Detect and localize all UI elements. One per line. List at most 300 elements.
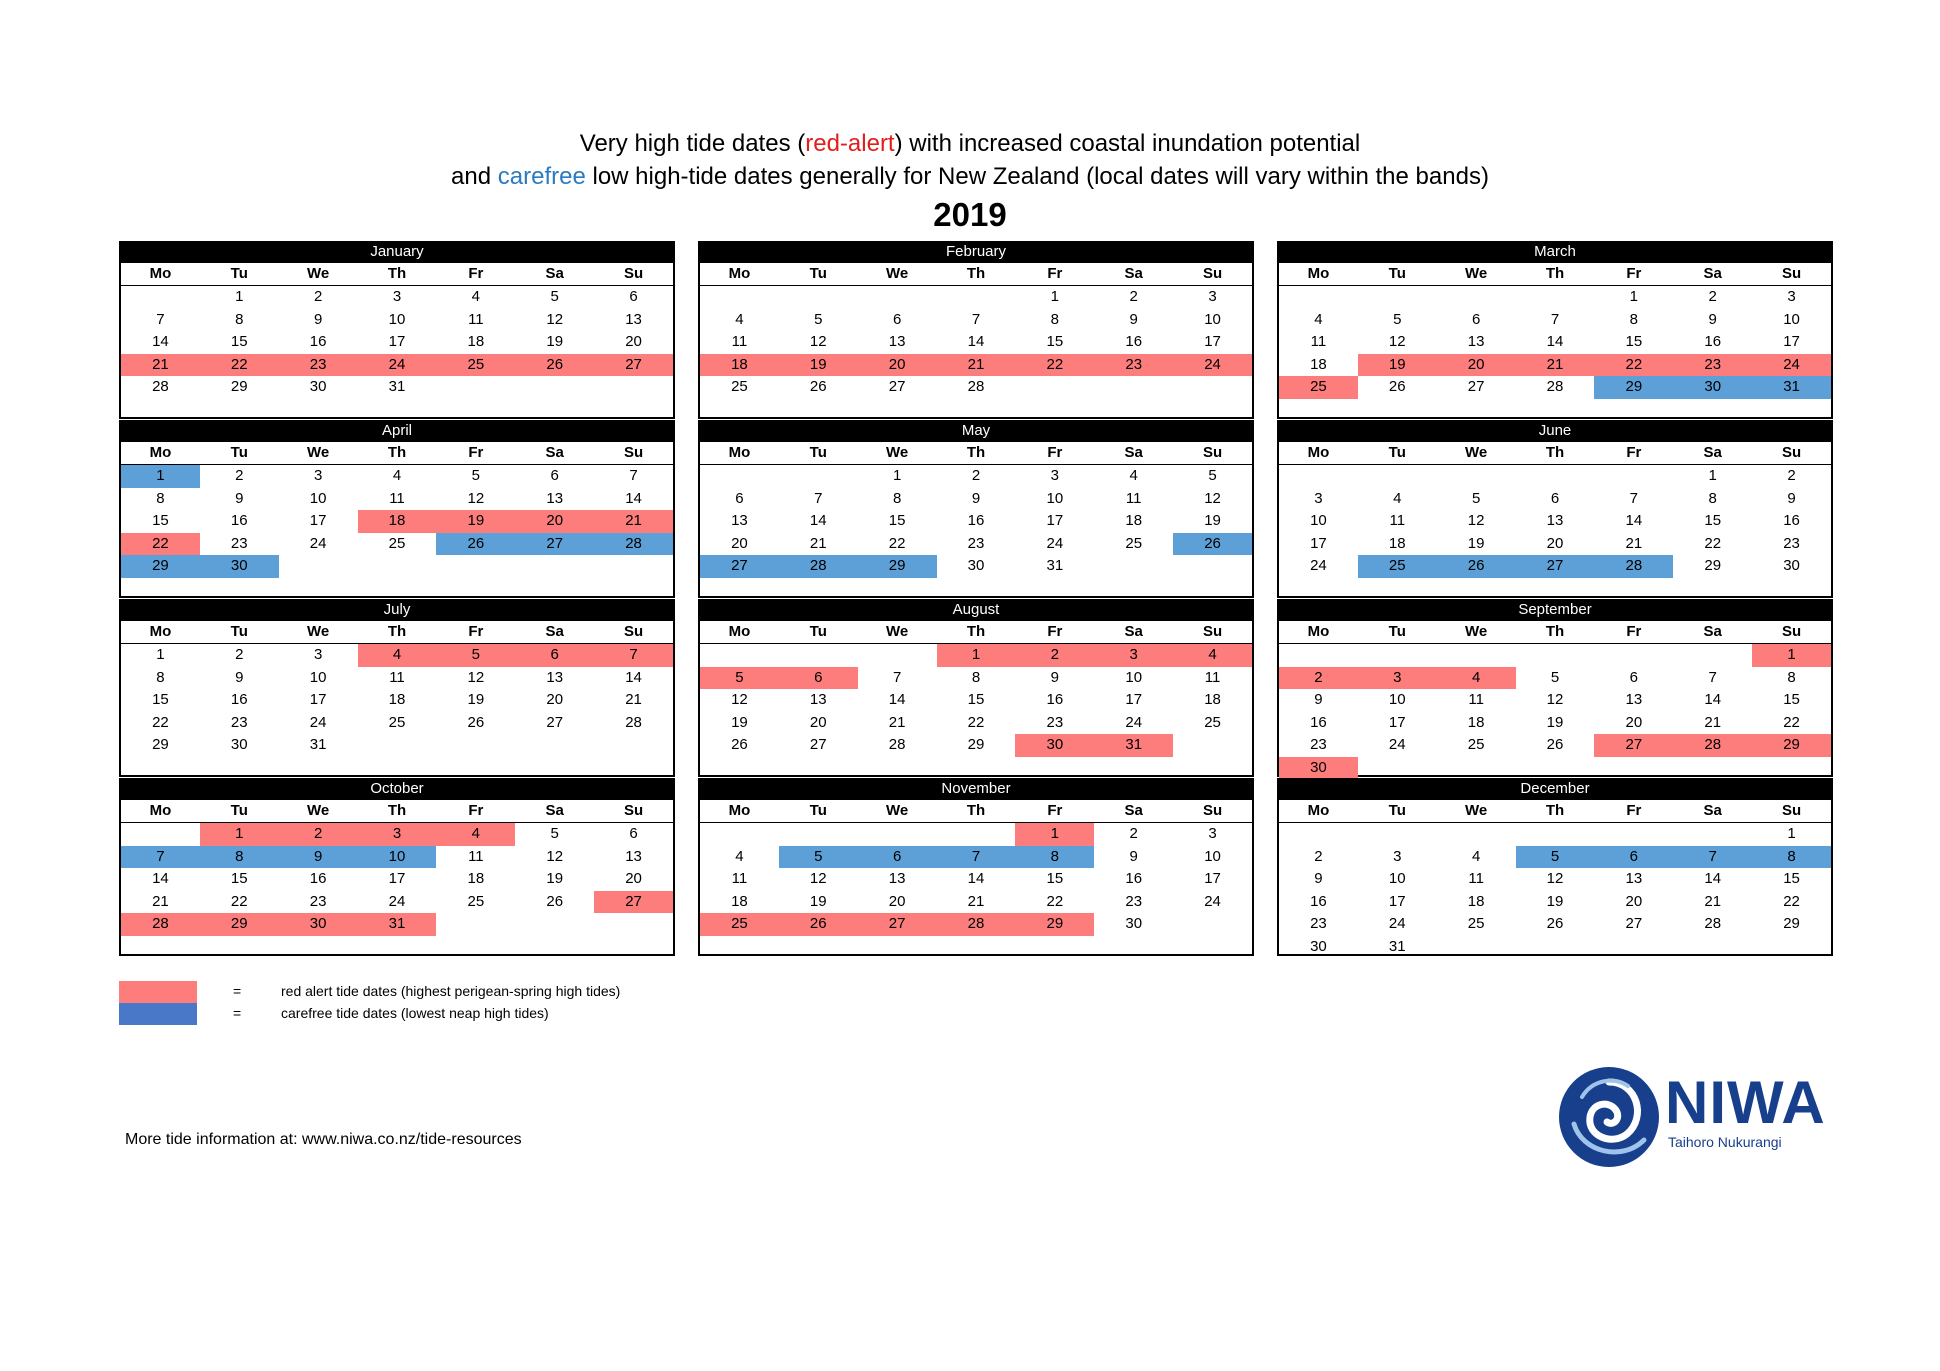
day-cell: 11 bbox=[468, 310, 484, 328]
day-cell: 19 bbox=[779, 354, 858, 377]
day-cell: 23 bbox=[1125, 892, 1143, 910]
day-cell: 5 bbox=[1393, 310, 1402, 328]
day-cell: 8 bbox=[1708, 489, 1717, 507]
day-cell: 20 bbox=[809, 713, 827, 731]
day-cell: 26 bbox=[731, 736, 748, 753]
day-cell: 16 bbox=[967, 512, 985, 529]
day-cell: 21 bbox=[625, 691, 642, 708]
day-cell: 20 bbox=[1437, 354, 1516, 377]
weekday-label: Sa bbox=[1703, 802, 1722, 819]
weekday-label: Su bbox=[623, 265, 644, 282]
day-cell: 15 bbox=[967, 691, 985, 708]
day-cell: 4 bbox=[358, 644, 437, 667]
day-cell: 13 bbox=[1625, 870, 1643, 887]
day-cell: 20 bbox=[546, 691, 564, 708]
days-grid bbox=[700, 822, 1252, 936]
day-cell: 5 bbox=[471, 467, 481, 484]
day-cell: 30 bbox=[1279, 757, 1358, 780]
legend-red-equals: = bbox=[233, 983, 242, 999]
day-empty bbox=[700, 465, 779, 488]
day-cell: 24 bbox=[1046, 534, 1064, 552]
weekday-label: Su bbox=[1202, 265, 1223, 282]
day-cell: 30 bbox=[230, 736, 248, 753]
day-cell: 11 bbox=[731, 333, 748, 350]
day-cell: 2 bbox=[1129, 825, 1138, 842]
day-cell: 3 bbox=[1393, 847, 1402, 865]
weekday-label: Fr bbox=[468, 444, 484, 461]
day-empty bbox=[1358, 465, 1437, 488]
day-empty bbox=[121, 286, 200, 309]
month-november bbox=[698, 778, 1254, 956]
day-empty bbox=[1516, 286, 1595, 309]
day-cell: 12 bbox=[467, 489, 485, 507]
weekday-label: Tu bbox=[1388, 802, 1406, 819]
day-cell: 18 bbox=[358, 510, 437, 533]
weekday-label: Tu bbox=[809, 802, 827, 819]
day-cell: 30 bbox=[200, 555, 279, 578]
day-empty bbox=[1279, 644, 1358, 667]
day-empty bbox=[1279, 286, 1358, 309]
legend-red-swatch bbox=[119, 981, 197, 1003]
day-cell: 9 bbox=[1129, 847, 1138, 865]
day-empty bbox=[1358, 644, 1437, 667]
day-cell: 12 bbox=[546, 310, 564, 328]
day-cell: 7 bbox=[892, 668, 902, 686]
day-cell: 23 bbox=[309, 892, 327, 910]
day-cell: 30 bbox=[1125, 915, 1143, 932]
day-cell: 1 bbox=[937, 644, 1016, 667]
weekday-label: We bbox=[886, 623, 909, 640]
day-cell: 1 bbox=[235, 288, 244, 305]
day-cell: 13 bbox=[1546, 512, 1564, 529]
day-cell: 30 bbox=[309, 378, 327, 395]
weekday-label: We bbox=[307, 265, 330, 282]
weekday-label: Th bbox=[1545, 265, 1565, 282]
day-cell: 24 bbox=[1204, 892, 1221, 910]
month-october bbox=[119, 778, 675, 956]
day-empty bbox=[858, 286, 937, 309]
weekday-label: We bbox=[307, 623, 330, 640]
day-cell: 12 bbox=[731, 691, 748, 708]
day-cell: 14 bbox=[152, 870, 169, 887]
day-cell: 16 bbox=[1704, 333, 1722, 350]
day-cell: 30 bbox=[1310, 937, 1327, 955]
day-cell: 6 bbox=[550, 467, 559, 484]
weekday-header bbox=[1279, 442, 1831, 464]
weekday-label: Mo bbox=[728, 444, 751, 461]
day-cell: 30 bbox=[1015, 734, 1094, 757]
day-cell: 6 bbox=[629, 288, 638, 305]
day-cell: 10 bbox=[1310, 512, 1327, 529]
day-cell: 2 bbox=[235, 646, 244, 663]
day-empty bbox=[858, 823, 937, 846]
day-cell: 14 bbox=[625, 489, 642, 507]
day-cell: 9 bbox=[279, 846, 358, 869]
month-january bbox=[119, 241, 675, 419]
weekday-label: Mo bbox=[728, 802, 751, 819]
weekday-label: Th bbox=[387, 265, 407, 282]
day-cell: 27 bbox=[594, 354, 673, 377]
day-cell: 13 bbox=[625, 847, 642, 865]
day-cell: 13 bbox=[1467, 333, 1485, 350]
title-line-2 bbox=[0, 163, 1940, 191]
day-cell: 2 bbox=[279, 823, 358, 846]
day-cell: 6 bbox=[1550, 489, 1560, 507]
day-cell: 23 bbox=[230, 534, 248, 552]
day-cell: 10 bbox=[1388, 691, 1406, 708]
day-cell: 21 bbox=[937, 354, 1016, 377]
weekday-label: Su bbox=[1202, 444, 1223, 461]
day-cell: 16 bbox=[309, 870, 327, 887]
day-cell: 28 bbox=[594, 533, 673, 556]
weekday-label: Fr bbox=[1626, 802, 1642, 819]
day-cell: 8 bbox=[971, 668, 981, 686]
weekday-header bbox=[121, 263, 673, 285]
day-cell: 4 bbox=[1314, 310, 1323, 328]
day-cell: 9 bbox=[1050, 668, 1060, 686]
day-cell: 17 bbox=[1783, 333, 1800, 350]
day-cell: 14 bbox=[1704, 691, 1722, 708]
weekday-label: Th bbox=[966, 444, 986, 461]
weekday-label: Mo bbox=[149, 623, 172, 640]
day-cell: 29 bbox=[230, 378, 248, 395]
day-cell: 18 bbox=[1467, 713, 1485, 731]
day-cell: 12 bbox=[467, 668, 485, 686]
weekday-label: Sa bbox=[1703, 623, 1722, 640]
day-cell: 5 bbox=[436, 644, 515, 667]
day-cell: 14 bbox=[967, 870, 985, 887]
day-cell: 23 bbox=[1673, 354, 1752, 377]
day-cell: 15 bbox=[152, 691, 169, 708]
title-line-2-pre: and bbox=[451, 163, 498, 190]
day-cell: 29 bbox=[1594, 376, 1673, 399]
day-cell: 16 bbox=[1310, 892, 1327, 910]
day-cell: 16 bbox=[230, 691, 248, 708]
weekday-label: Su bbox=[623, 802, 644, 819]
day-cell: 9 bbox=[235, 489, 244, 507]
day-cell: 2 bbox=[1279, 667, 1358, 690]
day-cell: 15 bbox=[230, 870, 248, 887]
day-cell: 20 bbox=[1625, 892, 1643, 910]
day-cell: 22 bbox=[967, 713, 985, 731]
day-cell: 27 bbox=[700, 555, 779, 578]
day-cell: 21 bbox=[1625, 534, 1643, 552]
weekday-header bbox=[121, 621, 673, 643]
day-cell: 20 bbox=[858, 354, 937, 377]
day-cell: 31 bbox=[358, 913, 437, 936]
days-grid bbox=[121, 285, 673, 399]
title-line-1-pre: Very high tide dates ( bbox=[579, 130, 806, 157]
day-cell: 6 bbox=[1471, 310, 1481, 328]
logo-subtitle: Taihoro Nukurangi bbox=[1668, 1134, 1782, 1150]
day-cell: 1 bbox=[1787, 825, 1796, 842]
day-cell: 6 bbox=[735, 489, 744, 507]
day-cell: 5 bbox=[1471, 489, 1481, 507]
day-cell: 17 bbox=[1388, 892, 1406, 910]
days-grid bbox=[121, 464, 673, 578]
day-cell: 16 bbox=[230, 512, 248, 529]
day-cell: 3 bbox=[1094, 644, 1173, 667]
day-cell: 18 bbox=[388, 691, 406, 708]
day-cell: 19 bbox=[467, 691, 485, 708]
day-cell: 14 bbox=[888, 691, 906, 708]
day-cell: 26 bbox=[436, 533, 515, 556]
day-cell: 8 bbox=[1629, 310, 1639, 328]
day-cell: 12 bbox=[1204, 489, 1221, 507]
day-cell: 1 bbox=[156, 646, 165, 663]
weekday-label: Mo bbox=[149, 802, 172, 819]
month-title: April bbox=[121, 420, 673, 442]
weekday-label: Th bbox=[1545, 444, 1565, 461]
day-cell: 28 bbox=[967, 378, 985, 395]
day-cell: 26 bbox=[1546, 736, 1564, 753]
day-cell: 23 bbox=[230, 713, 248, 731]
day-cell: 18 bbox=[1125, 512, 1143, 529]
day-cell: 5 bbox=[1550, 668, 1560, 686]
days-grid bbox=[121, 643, 673, 757]
month-title: February bbox=[700, 241, 1252, 263]
day-cell: 9 bbox=[1708, 310, 1717, 328]
day-empty bbox=[1516, 465, 1595, 488]
day-cell: 25 bbox=[1358, 555, 1437, 578]
day-cell: 22 bbox=[1783, 892, 1800, 910]
day-cell: 1 bbox=[1015, 823, 1094, 846]
month-december bbox=[1277, 778, 1833, 956]
day-cell: 8 bbox=[892, 489, 902, 507]
weekday-label: Sa bbox=[545, 444, 564, 461]
day-cell: 10 bbox=[309, 668, 327, 686]
days-grid bbox=[1279, 464, 1831, 578]
day-cell: 4 bbox=[1471, 847, 1481, 865]
day-empty bbox=[779, 286, 858, 309]
day-cell: 23 bbox=[279, 354, 358, 377]
day-cell: 22 bbox=[1783, 713, 1800, 731]
day-cell: 12 bbox=[1546, 870, 1564, 887]
weekday-label: Sa bbox=[1124, 623, 1143, 640]
day-empty bbox=[1437, 644, 1516, 667]
weekday-label: Su bbox=[623, 623, 644, 640]
day-cell: 16 bbox=[1125, 870, 1143, 887]
month-title: July bbox=[121, 599, 673, 621]
day-empty bbox=[1594, 644, 1673, 667]
title-line-2-post: low high-tide dates generally for New Zealand (local dates will vary within the bands) bbox=[585, 163, 1489, 190]
day-cell: 24 bbox=[1752, 354, 1831, 377]
title-red-alert: red-alert bbox=[805, 130, 895, 157]
month-may bbox=[698, 420, 1254, 598]
day-cell: 1 bbox=[1752, 644, 1831, 667]
day-cell: 3 bbox=[1208, 825, 1217, 842]
day-cell: 19 bbox=[1204, 512, 1221, 529]
day-cell: 24 bbox=[1388, 915, 1406, 932]
day-cell: 27 bbox=[546, 713, 564, 731]
day-empty bbox=[1358, 823, 1437, 846]
day-cell: 31 bbox=[1752, 376, 1831, 399]
day-cell: 22 bbox=[152, 713, 169, 731]
day-cell: 13 bbox=[809, 691, 827, 708]
day-cell: 7 bbox=[629, 467, 638, 484]
day-cell: 26 bbox=[467, 713, 485, 731]
day-cell: 20 bbox=[731, 534, 748, 552]
day-cell: 24 bbox=[358, 354, 437, 377]
weekday-label: Mo bbox=[1307, 623, 1330, 640]
day-cell: 23 bbox=[1094, 354, 1173, 377]
day-cell: 25 bbox=[1125, 534, 1143, 552]
day-cell: 6 bbox=[1594, 846, 1673, 869]
day-empty bbox=[779, 465, 858, 488]
day-cell: 28 bbox=[152, 378, 169, 395]
day-cell: 5 bbox=[700, 667, 779, 690]
day-cell: 16 bbox=[1783, 512, 1800, 529]
weekday-header bbox=[700, 442, 1252, 464]
month-title: December bbox=[1279, 778, 1831, 800]
day-cell: 4 bbox=[1173, 644, 1252, 667]
day-cell: 17 bbox=[388, 870, 406, 887]
day-cell: 13 bbox=[546, 489, 564, 507]
day-cell: 17 bbox=[1046, 512, 1064, 529]
weekday-label: Th bbox=[966, 265, 986, 282]
day-cell: 21 bbox=[594, 510, 673, 533]
month-title: September bbox=[1279, 599, 1831, 621]
footer-link-text: More tide information at: www.niwa.co.nz/tide-resources bbox=[125, 1131, 522, 1148]
day-cell: 24 bbox=[1310, 557, 1327, 574]
day-cell: 18 bbox=[1467, 892, 1485, 910]
day-cell: 5 bbox=[550, 288, 559, 305]
weekday-label: Su bbox=[1781, 802, 1802, 819]
day-cell: 26 bbox=[1173, 533, 1252, 556]
day-cell: 9 bbox=[313, 310, 323, 328]
day-cell: 22 bbox=[1015, 354, 1094, 377]
weekday-label: Tu bbox=[230, 265, 248, 282]
legend-blue-swatch bbox=[119, 1003, 197, 1025]
day-cell: 22 bbox=[121, 533, 200, 556]
day-cell: 27 bbox=[515, 533, 594, 556]
day-cell: 10 bbox=[388, 310, 406, 328]
day-empty bbox=[700, 286, 779, 309]
day-cell: 11 bbox=[1125, 489, 1142, 507]
day-cell: 29 bbox=[1704, 557, 1722, 574]
day-cell: 27 bbox=[1467, 378, 1485, 395]
day-cell: 19 bbox=[546, 870, 564, 887]
day-cell: 29 bbox=[858, 555, 937, 578]
day-cell: 8 bbox=[156, 489, 165, 507]
weekday-label: Fr bbox=[468, 623, 484, 640]
day-cell: 21 bbox=[1704, 892, 1722, 910]
month-june bbox=[1277, 420, 1833, 598]
day-cell: 29 bbox=[1783, 915, 1800, 932]
day-cell: 30 bbox=[279, 913, 358, 936]
weekday-label: Sa bbox=[1703, 265, 1722, 282]
day-cell: 11 bbox=[1389, 512, 1406, 529]
day-cell: 23 bbox=[1783, 534, 1800, 552]
day-cell: 28 bbox=[625, 713, 642, 731]
day-cell: 3 bbox=[1050, 467, 1060, 484]
day-cell: 7 bbox=[594, 644, 673, 667]
day-cell: 27 bbox=[1625, 915, 1643, 932]
weekday-label: Tu bbox=[1388, 444, 1406, 461]
weekday-header bbox=[700, 621, 1252, 643]
day-cell: 8 bbox=[1015, 846, 1094, 869]
day-cell: 15 bbox=[230, 333, 248, 350]
weekday-label: Th bbox=[387, 444, 407, 461]
day-cell: 19 bbox=[1546, 713, 1564, 731]
day-empty bbox=[1279, 823, 1358, 846]
days-grid bbox=[1279, 643, 1831, 779]
day-cell: 14 bbox=[1625, 512, 1643, 529]
weekday-header bbox=[121, 800, 673, 822]
day-cell: 6 bbox=[515, 644, 594, 667]
day-cell: 4 bbox=[392, 467, 402, 484]
weekday-label: Tu bbox=[809, 265, 827, 282]
weekday-label: Tu bbox=[230, 444, 248, 461]
day-cell: 20 bbox=[625, 333, 642, 350]
day-empty bbox=[779, 823, 858, 846]
day-cell: 25 bbox=[731, 378, 748, 395]
weekday-label: Tu bbox=[1388, 265, 1406, 282]
day-empty bbox=[1594, 465, 1673, 488]
day-cell: 28 bbox=[888, 736, 906, 753]
day-empty bbox=[1437, 286, 1516, 309]
weekday-label: Su bbox=[623, 444, 644, 461]
day-cell: 14 bbox=[152, 333, 169, 350]
days-grid bbox=[700, 464, 1252, 578]
month-april bbox=[119, 420, 675, 598]
day-cell: 22 bbox=[1046, 892, 1064, 910]
day-cell: 17 bbox=[1204, 333, 1221, 350]
day-cell: 9 bbox=[971, 489, 981, 507]
day-cell: 30 bbox=[1673, 376, 1752, 399]
day-cell: 13 bbox=[731, 512, 748, 529]
day-cell: 18 bbox=[467, 870, 485, 887]
day-cell: 13 bbox=[625, 310, 642, 328]
day-cell: 22 bbox=[1594, 354, 1673, 377]
day-cell: 28 bbox=[937, 913, 1016, 936]
day-cell: 19 bbox=[731, 713, 748, 731]
weekday-header bbox=[700, 263, 1252, 285]
day-cell: 18 bbox=[700, 354, 779, 377]
day-cell: 19 bbox=[436, 510, 515, 533]
weekday-label: We bbox=[1465, 444, 1488, 461]
day-cell: 22 bbox=[888, 534, 906, 552]
day-cell: 14 bbox=[625, 668, 642, 686]
day-cell: 15 bbox=[1783, 691, 1800, 708]
day-cell: 7 bbox=[1550, 310, 1560, 328]
day-cell: 7 bbox=[814, 489, 823, 507]
day-cell: 25 bbox=[467, 892, 485, 910]
month-title: June bbox=[1279, 420, 1831, 442]
month-title: March bbox=[1279, 241, 1831, 263]
weekday-label: Tu bbox=[809, 623, 827, 640]
day-cell: 16 bbox=[1125, 333, 1143, 350]
weekday-label: Fr bbox=[468, 802, 484, 819]
day-cell: 2 bbox=[1129, 288, 1138, 305]
day-cell: 15 bbox=[1625, 333, 1643, 350]
days-grid bbox=[700, 285, 1252, 399]
day-cell: 14 bbox=[1704, 870, 1722, 887]
day-cell: 21 bbox=[967, 892, 985, 910]
day-cell: 30 bbox=[967, 557, 985, 574]
day-empty bbox=[779, 644, 858, 667]
day-cell: 15 bbox=[1783, 870, 1800, 887]
weekday-label: Mo bbox=[728, 265, 751, 282]
day-cell: 27 bbox=[809, 736, 827, 753]
day-cell: 21 bbox=[152, 892, 169, 910]
day-cell: 3 bbox=[1787, 288, 1796, 305]
day-cell: 20 bbox=[625, 870, 642, 887]
day-cell: 8 bbox=[235, 310, 244, 328]
day-cell: 11 bbox=[1204, 668, 1221, 686]
day-cell: 8 bbox=[200, 846, 279, 869]
day-cell: 24 bbox=[309, 534, 327, 552]
